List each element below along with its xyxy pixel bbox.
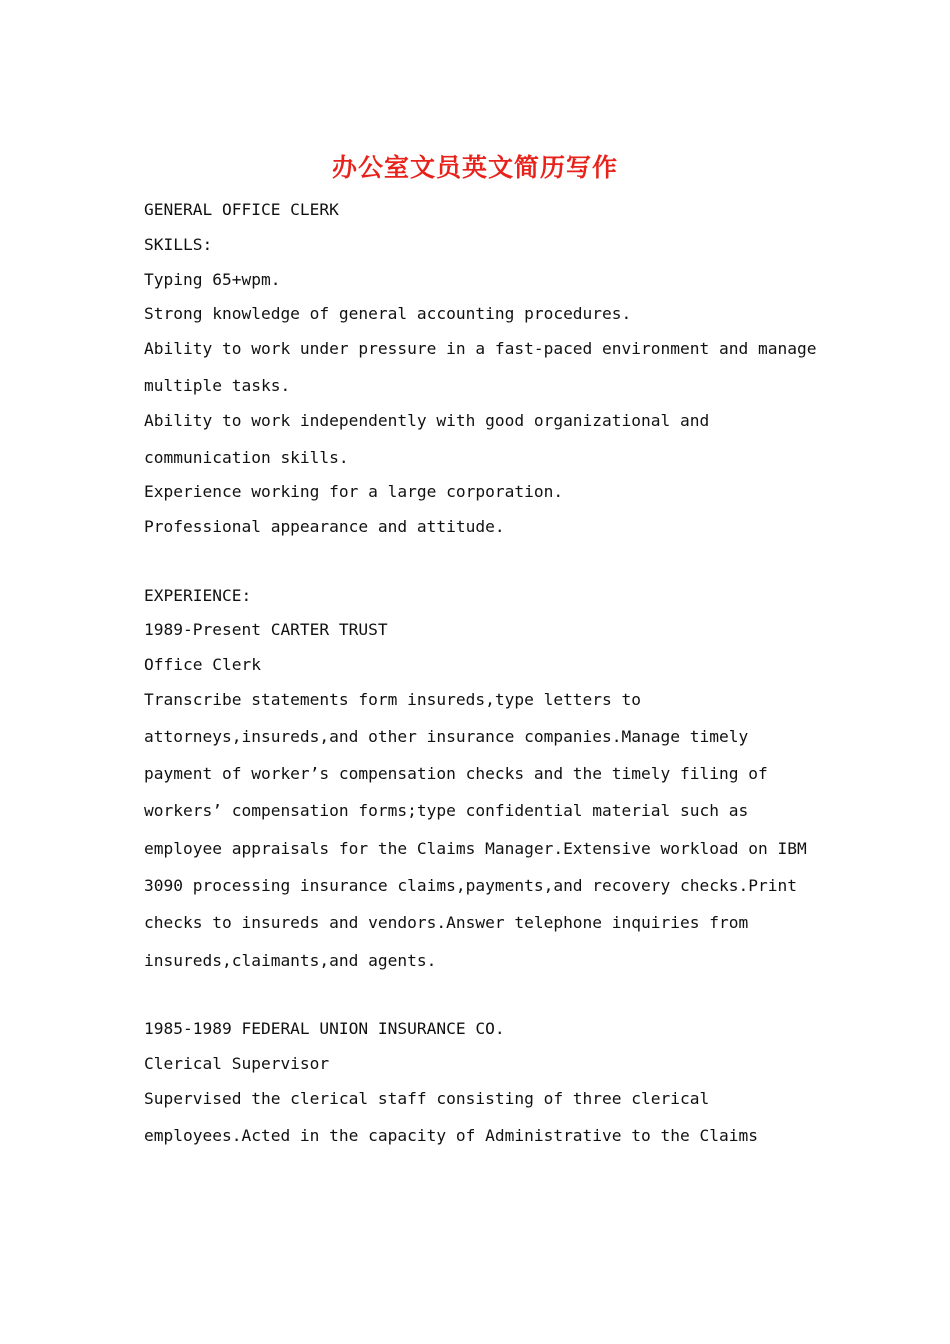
job-description-line: Supervised the clerical staff consisting of three clerical	[144, 1089, 710, 1108]
skill-line: Professional appearance and attitude.	[144, 517, 505, 536]
skill-line: Ability to work under pressure in a fast-paced environment and manage	[144, 339, 817, 358]
skills-heading: SKILLS:	[144, 235, 213, 254]
job-description-line: insureds,claimants,and agents.	[144, 951, 437, 970]
experience-heading: EXPERIENCE:	[144, 586, 252, 605]
job-description-line: 3090 processing insurance claims,payments,and recovery checks.Print	[144, 876, 797, 895]
resume-heading: GENERAL OFFICE CLERK	[144, 200, 339, 219]
job-title: Clerical Supervisor	[144, 1054, 330, 1073]
job-description-line: Transcribe statements form insureds,type letters to	[144, 690, 642, 709]
job-description-line: workers’ compensation forms;type confidential material such as	[144, 801, 749, 820]
document-title: 办公室文员英文简历写作	[331, 153, 618, 182]
skill-line: Strong knowledge of general accounting procedures.	[144, 304, 632, 323]
job-description-line: checks to insureds and vendors.Answer telephone inquiries from	[144, 913, 749, 932]
job-description-line: payment of worker’s compensation checks and the timely filing of	[144, 764, 768, 783]
skill-line: communication skills.	[144, 448, 349, 467]
skill-line: multiple tasks.	[144, 376, 291, 395]
job-employer: 1985-1989 FEDERAL UNION INSURANCE CO.	[144, 1019, 505, 1038]
skill-line: Typing 65+wpm.	[144, 270, 281, 289]
job-title: Office Clerk	[144, 655, 261, 674]
job-description-line: employee appraisals for the Claims Manager.Extensive workload on IBM	[144, 839, 807, 858]
job-description-line: attorneys,insureds,and other insurance companies.Manage timely	[144, 727, 749, 746]
skill-line: Ability to work independently with good organizational and	[144, 411, 710, 430]
skill-line: Experience working for a large corporation.	[144, 482, 564, 501]
job-description-line: employees.Acted in the capacity of Administrative to the Claims	[144, 1126, 758, 1145]
job-employer: 1989-Present CARTER TRUST	[144, 620, 388, 639]
